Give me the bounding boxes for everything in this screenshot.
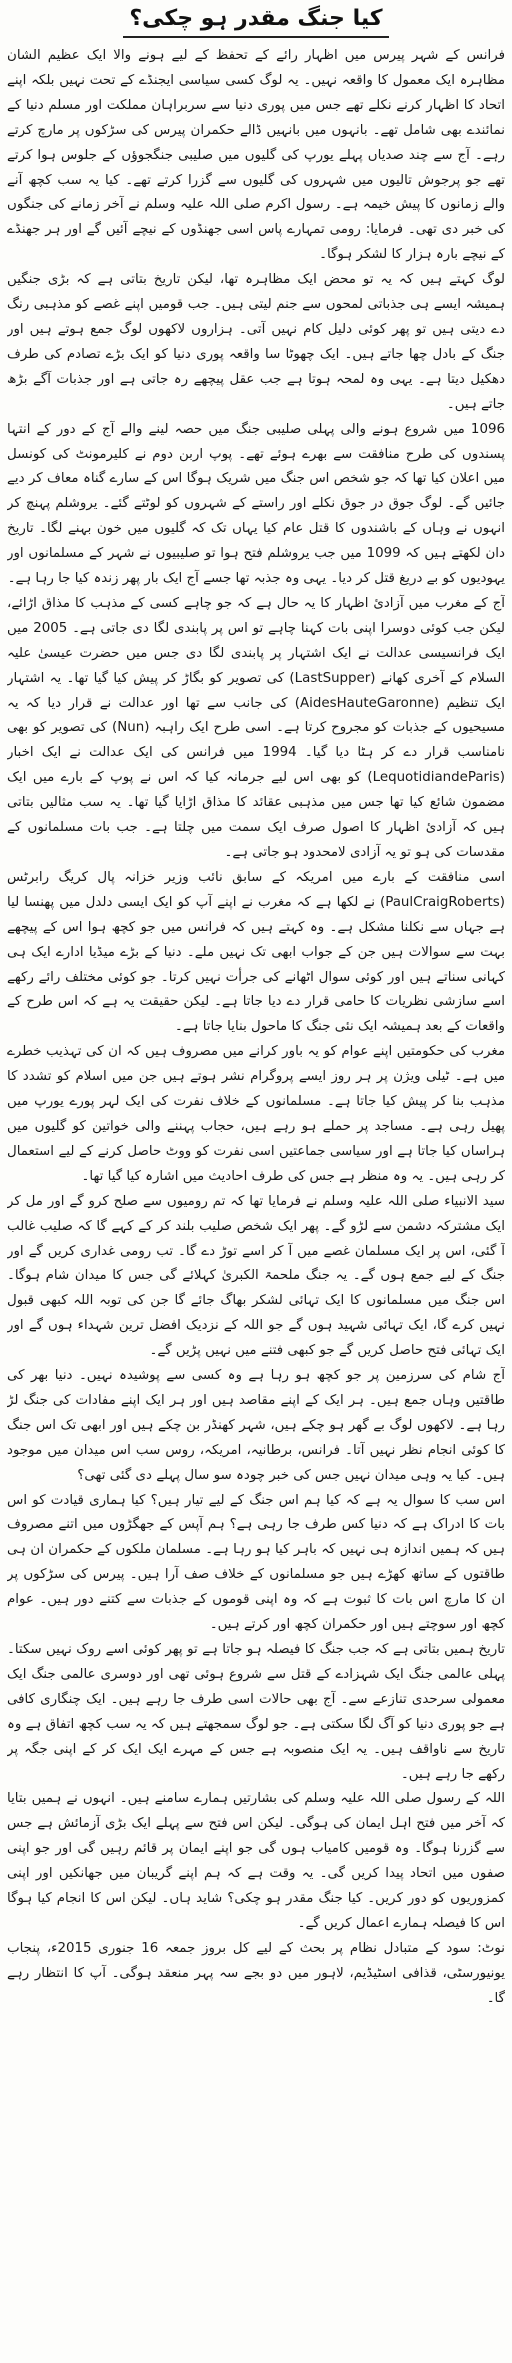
article-paragraph: سید الانبیاء صلی اللہ علیہ وسلم نے فرمایا تھا کہ تم رومیوں سے صلح کرو گے اور مل کر ایک مشترکہ دشمن سے لڑو گے۔ پھر ایک شخص صلیب بلند کر کے کہے گا کہ صلیب غالب آ گئی، اس پر ایک مسلمان غصے میں آ کر اسے توڑ دے گا۔ تب رومی غداری کریں گے اور جنگ کے لیے جمع ہوں گے۔ یہ جنگ ملحمۃ الکبریٰ کہلائے گی جس کا میدان شام ہوگا۔ اس جنگ میں مسلمانوں کا ایک تہائی لشکر بھاگ جائے گا جن کی توبہ اللہ کبھی قبول نہیں کرے گا، ایک تہائی شہید ہوں گے جو اللہ کے نزدیک افضل ترین شہداء ہوں گے اور ایک تہائی فتح حاصل کریں گے جو کبھی فتنے میں نہیں پڑیں گے۔: [7, 1193, 505, 1359]
article-paragraph: 1096 میں شروع ہونے والی پہلی صلیبی جنگ میں حصہ لینے والے آج کے دور کے انتہا پسندوں کی طرح منافقت سے بھرے ہوئے تھے۔ پوپ اربن دوم نے کلیرمونٹ کی کونسل میں اعلان کیا تھا کہ جو شخص اس جنگ میں شریک ہوگا اس کے سارے گناہ معاف کر دیے جائیں گے۔ لوگ جوق در جوق نکلے اور راستے کے شہروں کو لوٹتے گئے۔ یروشلم پہنچ کر انہوں نے وہاں کے باشندوں کا قتل عام کیا یہاں تک کہ گلیوں میں خون بہنے لگا۔ تاریخ دان لکھتے ہیں کہ 1099 میں جب یروشلم فتح ہوا تو صلیبیوں نے شہر کے مسلمانوں اور یہودیوں کو بے دریغ قتل کر دیا۔ یہی وہ جذبہ تھا جسے آج ایک بار پھر زندہ کیا جا رہا ہے۔: [7, 421, 505, 587]
article-paragraph: آج شام کی سرزمین پر جو کچھ ہو رہا ہے وہ کسی سے پوشیدہ نہیں۔ دنیا بھر کی طاقتیں وہاں جمع ہیں۔ ہر ایک کے اپنے مقاصد ہیں اور ہر ایک اپنے مفادات کی جنگ لڑ رہا ہے۔ لاکھوں لوگ بے گھر ہو چکے ہیں، شہر کھنڈر بن چکے ہیں اور ابھی تک اس جنگ کا کوئی انجام نظر نہیں آتا۔ فرانس، برطانیہ، امریکہ، روس سب اس میدان میں موجود ہیں۔ کیا یہ وہی میدان نہیں جس کی خبر چودہ سو سال پہلے دی گئی تھی؟: [7, 1368, 505, 1483]
article-body: [7, 44, 505, 2354]
article-paragraph: مغرب کی حکومتیں اپنے عوام کو یہ باور کرانے میں مصروف ہیں کہ ان کی تہذیب خطرے میں ہے۔ ٹیلی ویژن پر ہر روز ایسے پروگرام نشر ہوتے ہیں جن میں اسلام کو تشدد کا مذہب بنا کر پیش کیا جاتا ہے۔ مسلمانوں کے خلاف نفرت کی ایک لہر پورے یورپ میں پھیل رہی ہے۔ مساجد پر حملے ہو رہے ہیں، حجاب پہننے والی خواتین کو گلیوں میں ہراساں کیا جاتا ہے اور سیاسی جماعتیں اسی نفرت کو ووٹ حاصل کرنے کے لیے استعمال کر رہی ہیں۔ یہ وہ منظر ہے جس کی طرف احادیث میں اشارہ کیا گیا تھا۔: [7, 1044, 505, 1184]
article-paragraph: لوگ کہتے ہیں کہ یہ تو محض ایک مظاہرہ تھا، لیکن تاریخ بتاتی ہے کہ بڑی جنگیں ہمیشہ ایسے ہی جذباتی لمحوں سے جنم لیتی ہیں۔ جب قومیں اپنے غصے کو مذہبی رنگ دے دیتی ہیں تو پھر کوئی دلیل کام نہیں آتی۔ ہزاروں لاکھوں لوگ جمع ہوتے ہیں اور جنگ کے بادل چھا جاتے ہیں۔ ایک چھوٹا سا واقعہ پوری دنیا کو ایک بڑے تصادم کی طرف دھکیل دیتا ہے۔ یہی وہ لمحہ ہوتا ہے جب عقل پیچھے رہ جاتی ہے اور جذبات آگے بڑھ جاتے ہیں۔: [7, 272, 505, 412]
title-area: [7, 0, 505, 44]
article-title: کیا جنگ مقدر ہو چکی؟: [123, 4, 388, 38]
article-paragraph: فرانس کے شہر پیرس میں اظہار رائے کے تحفظ کے لیے ہونے والا ایک عظیم الشان مظاہرہ ایک معمول کا واقعہ نہیں۔ یہ لوگ کسی سیاسی ایجنڈے کے تحت نہیں بلکہ اپنے اتحاد کا اظہار کرنے نکلے تھے جس میں پوری دنیا سے سربراہان مملکت اور مسلم دنیا کے نمائندے بھی شامل تھے۔ بانہوں میں بانہیں ڈالے حکمران پیرس کی سڑکوں پر مارچ کرتے رہے۔ آج سے چند صدیاں پہلے یورپ کی گلیوں میں صلیبی جنگجوؤں کے جلوس ہوا کرتے تھے جو پرجوش تالیوں میں شہروں کی گلیوں سے گزرا کرتے تھے۔ کیا یہ سب کچھ آنے والے زمانوں کا پیش خیمہ ہے۔ رسول اکرم صلی اللہ علیہ وسلم نے آخر زمانے کی جنگوں کی خبر دی تھی۔ فرمایا: رومی تمہارے پاس اسی جھنڈوں کے نیچے آئیں گے اور ہر جھنڈے کے نیچے بارہ ہزار کا لشکر ہوگا۔: [7, 48, 505, 263]
article-paragraph: اللہ کے رسول صلی اللہ علیہ وسلم کی بشارتیں ہمارے سامنے ہیں۔ انہوں نے ہمیں بتایا کہ آخر میں فتح اہل ایمان کی ہوگی۔ لیکن اس فتح سے پہلے ایک بڑی آزمائش ہے جس سے گزرنا ہوگا۔ وہ قومیں کامیاب ہوں گی جو اپنے ایمان پر قائم رہیں گی اور جو اپنی صفوں میں اتحاد پیدا کریں گی۔ یہ وقت ہے کہ ہم اپنے گریبان میں جھانکیں اور اپنی کمزوریوں کو دور کریں۔ کیا جنگ مقدر ہو چکی؟ شاید ہاں۔ لیکن اس کا انجام کیا ہوگا اس کا فیصلہ ہمارے اعمال کریں گے۔: [7, 1791, 505, 1931]
article-paragraph: اس سب کا سوال یہ ہے کہ کیا ہم اس جنگ کے لیے تیار ہیں؟ کیا ہماری قیادت کو اس بات کا ادراک ہے کہ دنیا کس طرف جا رہی ہے؟ ہم آپس کے جھگڑوں میں اتنے مصروف ہیں کہ ہمیں اندازہ ہی نہیں کہ باہر کیا ہو رہا ہے۔ مسلمان ملکوں کے حکمران ان ہی طاقتوں کے ساتھ کھڑے ہیں جو مسلمانوں کے خلاف صف آرا ہیں۔ پیرس کی سڑکوں پر ان کا مارچ اس بات کا ثبوت ہے کہ وہ اپنی قوموں کے جذبات سے کتنے دور ہیں۔ عوام کچھ اور سوچتے ہیں اور حکمران کچھ اور کرتے ہیں۔: [7, 1492, 505, 1633]
article-paragraph: تاریخ ہمیں بتاتی ہے کہ جب جنگ کا فیصلہ ہو جاتا ہے تو پھر کوئی اسے روک نہیں سکتا۔ پہلی عالمی جنگ ایک شہزادے کے قتل سے شروع ہوئی تھی اور دوسری عالمی جنگ ایک معمولی سرحدی تنازعے سے۔ آج بھی حالات اسی طرف جا رہے ہیں۔ ایک چنگاری کافی ہے جو پوری دنیا کو آگ لگا سکتی ہے۔ جو لوگ سمجھتے ہیں کہ یہ سب کچھ اتفاق ہے وہ تاریخ سے ناواقف ہیں۔ یہ ایک منصوبہ ہے جس کے مہرے ایک ایک کر کے اپنی جگہ پر رکھے جا رہے ہیں۔: [7, 1642, 505, 1782]
article-footnote: نوٹ: سود کے متبادل نظام پر بحث کے لیے کل بروز جمعہ 16 جنوری 2015ء، پنجاب یونیورسٹی، قذافی اسٹیڈیم، لاہور میں دو بجے سہ پہر منعقد ہوگی۔ آپ کا انتظار رہے گا۔: [7, 1940, 505, 2006]
article-paragraph: آج کے مغرب میں آزادیٔ اظہار کا یہ حال ہے کہ جو چاہے کسی کے مذہب کا مذاق اڑائے، لیکن جب کوئی دوسرا اپنی بات کہنا چاہے تو اس پر پابندی لگا دی جاتی ہے۔ 2005 میں ایک فرانسیسی عدالت نے ایک اشتہار پر پابندی لگا دی جس میں حضرت عیسیٰ علیہ السلام کے آخری کھانے (LastSupper) کی تصویر کو بگاڑ کر پیش کیا گیا تھا۔ یہ اشتہار ایک تنظیم (AidesHauteGaronne) کی جانب سے تھا اور عدالت نے قرار دیا کہ یہ مسیحیوں کے جذبات کو مجروح کرتا ہے۔ اسی طرح ایک راہبہ (Nun) کی تصویر کو بھی نامناسب قرار دے کر ہٹا دیا گیا۔ 1994 میں فرانس کی ایک عدالت نے ایک اخبار (LequotidiandeParis) کو بھی اس لیے جرمانہ کیا کہ اس نے پوپ کے بارے میں ایک مضمون شائع کیا تھا جس میں مذہبی عقائد کا مذاق اڑایا گیا تھا۔ یہ سب مثالیں بتاتی ہیں کہ آزادیٔ اظہار کا اصول صرف ایک سمت میں چلتا ہے۔ جب بات مسلمانوں کے مقدسات کی ہو تو یہ آزادی لامحدود ہو جاتی ہے۔: [7, 595, 505, 860]
article-paragraph: اسی منافقت کے بارے میں امریکہ کے سابق نائب وزیر خزانہ پال کریگ رابرٹس (PaulCraigRoberts) نے لکھا ہے کہ مغرب نے اپنے آپ کو ایک ایسی دلدل میں پھنسا لیا ہے جہاں سے نکلنا مشکل ہے۔ وہ کہتے ہیں کہ فرانس میں جو کچھ ہوا اس کے پیچھے بہت سے سوالات ہیں جن کے جواب ابھی تک نہیں ملے۔ دنیا کے بڑے میڈیا ادارے ایک ہی کہانی سناتے ہیں اور کوئی سوال اٹھانے کی جرأت نہیں کرتا۔ جو کوئی مختلف رائے رکھے اسے سازشی نظریات کا حامی قرار دے دیا جاتا ہے۔ لیکن حقیقت یہ ہے کہ اس طرح کے واقعات کے بعد ہمیشہ ایک نئی جنگ کا ماحول بنایا جاتا ہے۔: [7, 869, 505, 1035]
